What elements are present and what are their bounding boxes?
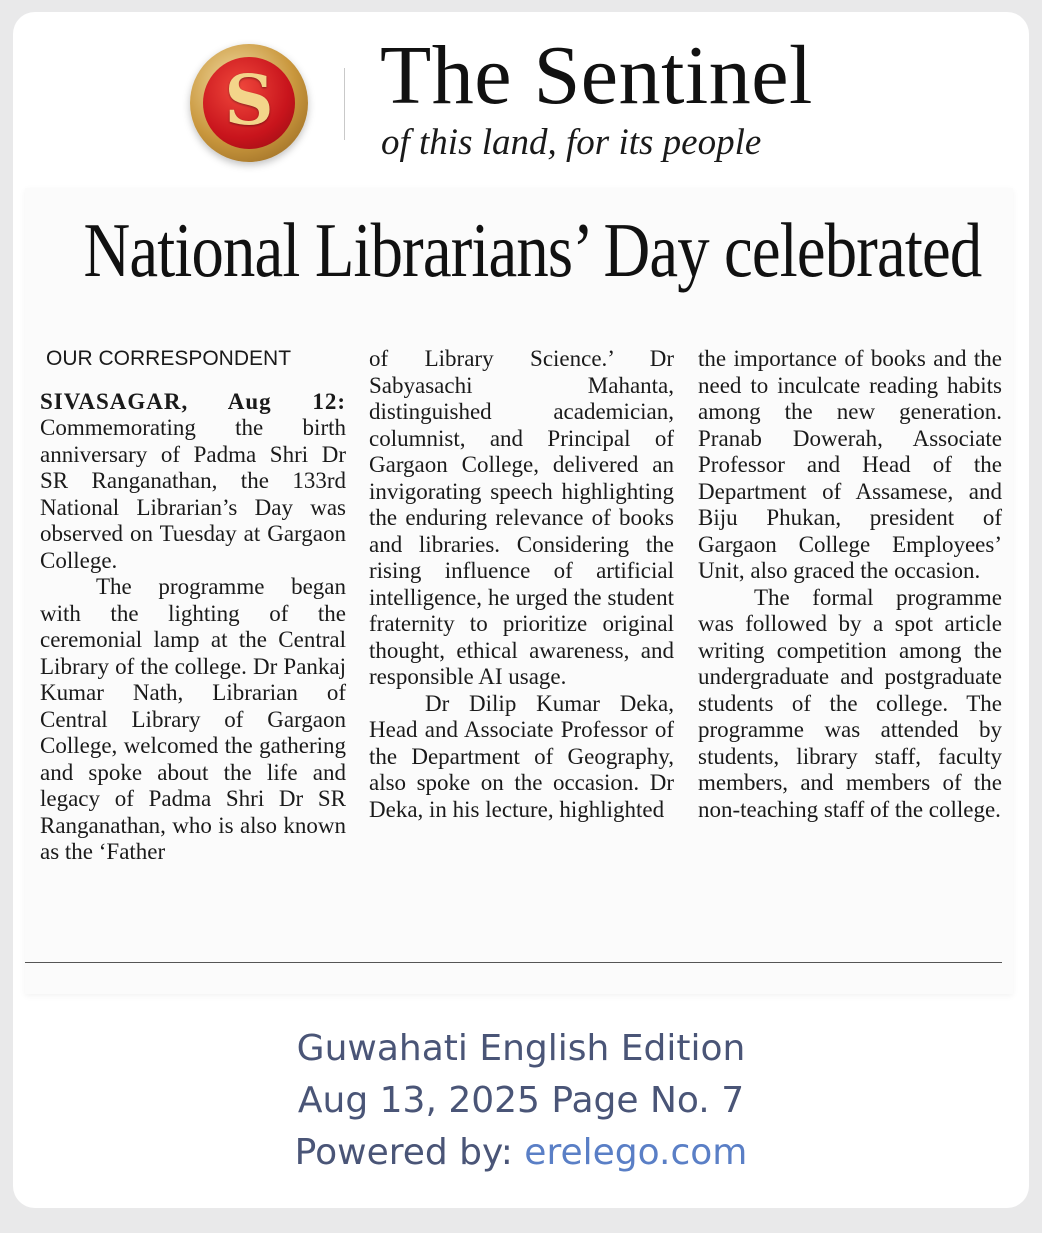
article-paragraph: The programme began with the lighting of the ceremonial lamp at the Central Library of the college. Dr Pankaj Kumar Nath, Librarian of Central Library of Gargaon College, welcomed the gathering and spoke about the life and legacy of Padma Shri Dr SR Ranganathan, who is also known as the ‘Father [40, 574, 346, 864]
article-headline: National Librarians’ Day celebrated [83, 207, 982, 293]
article-paragraph: The formal programme was followed by a spot article writing competition among the undergraduate and postgraduate students of the college. The programme was attended by students, library staff, faculty members, and members of the non-teaching staff of the college. [698, 584, 1002, 822]
edition-date-page: Aug 13, 2025 Page No. 7 [297, 1080, 745, 1121]
powered-by [0, 1127, 1042, 1179]
article-byline: OUR CORRESPONDENT [46, 347, 292, 370]
article-dateline: SIVASAGAR, Aug 12: [40, 388, 346, 414]
article-paragraph: of Library Science.’ Dr Sabyasachi Mahanta, distinguished academician, columnist, and Principal of Gargaon College, delivered an invigorating speech highlighting the enduring relevance of books and libraries. Considering the rising influence of artificial intelligence, he urged the student fraternity to prioritize original thought, ethical awareness, and responsible AI usage. [369, 346, 674, 689]
powered-by-label: Powered by: [294, 1132, 513, 1173]
article-paragraph: Dr Dilip Kumar Deka, Head and Associate Professor of the Department of Geography, also spoke on the occasion. Dr Deka, in his lecture, highlighted [369, 690, 674, 822]
masthead [0, 0, 1042, 190]
paper-name: The Sentinel [380, 29, 813, 122]
edition-name: Guwahati English Edition [296, 1028, 746, 1069]
article-paragraph: the importance of books and the need to inculcate reading habits among the new generation. Pranab Dowerah, Associate Professor and Head of the Department of Assamese, and Biju Phukan, president of Gargaon College Employees’ Unit, also graced the occasion. [698, 346, 1002, 583]
paper-tagline: of this land, for its people [381, 122, 762, 163]
article-end-rule [25, 962, 1002, 963]
sentinel-logo-icon [190, 44, 308, 162]
article-paragraph: SIVASAGAR, Aug 12: Commemorating the birth anniversary of Padma Shri Dr SR Ranganathan, the 133rd National Librarian’s Day was observed on Tuesday at Gargaon College. [40, 388, 346, 573]
article-column-3 [698, 346, 1002, 823]
erelego-link[interactable]: erelego.com [524, 1132, 748, 1173]
article-column-2 [369, 346, 674, 823]
masthead-divider [344, 68, 345, 140]
edition-info [0, 1023, 1042, 1179]
logo-letter: S [224, 61, 274, 141]
article-column-1 [40, 346, 346, 866]
